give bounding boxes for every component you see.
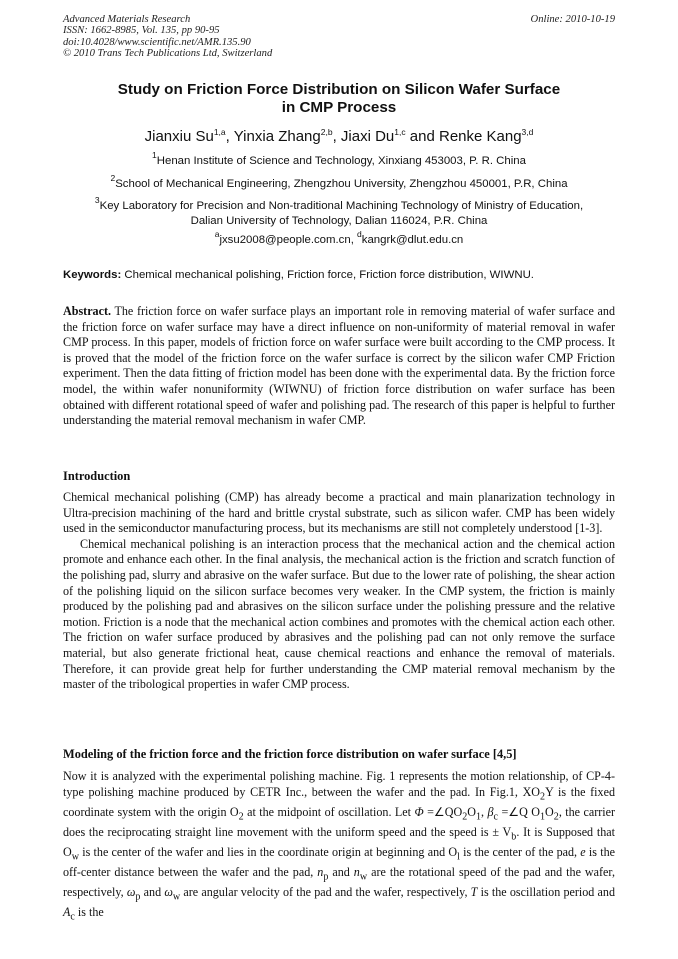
- affiliation-text: Key Laboratory for Precision and Non-traditional Machining Technology of Ministry of Education,: [99, 200, 584, 212]
- affiliation-text: School of Mechanical Engineering, Zhengzhou University, Zhengzhou 450001, P.R, China: [115, 178, 568, 190]
- affiliation-sup: 1: [152, 150, 157, 160]
- abstract-text: The friction force on wafer surface plays an important role in removing material of wafer surface and the friction force on wafer surface may have a direct influence on non-uniformity of material removal in wafer CMP process. In this paper, models of friction force on wafer surface were built according to the CMP process. It is proved that the model of the friction force on the wafer surface is correct by the silicon wafer CMP Friction experiment. Then the data fitting of friction model has been done with the experimental data. By the friction force model, the within wafer nonuniformity (WIWNU) of friction force distribution on wafer surface has been obtained with different rotational speed of wafer and polishing pad. The research of this paper is helpful to further understanding the material removal mechanism in wafer CMP.: [63, 304, 615, 428]
- title-line-2: in CMP Process: [281, 99, 397, 116]
- author-emails: [63, 229, 615, 248]
- keywords-label: Keywords:: [63, 269, 122, 281]
- email-sup: d: [357, 229, 362, 239]
- affiliation-1: [63, 150, 615, 169]
- doi: doi:10.4028/www.scientific.net/AMR.135.90: [63, 36, 251, 48]
- copyright: © 2010 Trans Tech Publications Ltd, Switzerland: [63, 48, 273, 60]
- online-date: Online: 2010-10-19: [530, 14, 615, 25]
- author-list: [63, 128, 615, 146]
- author-name: Jianxiu Su: [144, 128, 214, 145]
- author-sup: 1,a: [213, 127, 226, 137]
- author-sup: 1,c: [394, 127, 406, 137]
- author-name: Jiaxi Du: [340, 128, 395, 145]
- email-link[interactable]: kangrk@dlut.edu.cn: [361, 234, 464, 246]
- keywords: [63, 268, 615, 283]
- issn: ISSN: 1662-8985, Vol. 135, pp 90-95: [63, 25, 220, 37]
- author-sup: 2,b: [320, 127, 333, 137]
- affiliation-3: [63, 195, 615, 229]
- affiliation-text: Dalian University of Technology, Dalian 116024, P.R. China: [190, 215, 488, 227]
- keywords-text: Chemical mechanical polishing, Friction force, Friction force distribution, WIWNU.: [121, 269, 534, 281]
- affiliation-sup: 3: [94, 195, 100, 205]
- email-separator: ,: [350, 234, 358, 246]
- author-and: and: [405, 128, 439, 145]
- title-line-1: Study on Friction Force Distribution on Silicon Wafer Surface: [117, 81, 561, 98]
- author-separator: ,: [332, 128, 341, 145]
- author-separator: ,: [225, 128, 234, 145]
- affiliation-sup: 2: [110, 173, 116, 183]
- section-heading-introduction: Introduction: [63, 469, 131, 483]
- modeling-body: Now it is analyzed with the experimental polishing machine. Fig. 1 represents the motion relationship, of CP-4-type polishing machine produced by CETR Inc., between the wafer and the pad. In Fig.1, $XO_2Y$ is the fixed coordinate system with the origin $O_2$ at the midpoint of oscillation. Let $\Phi =\angle QO_2O_1$, $\beta_c$ =∠Q $O_1O_2$, the carrier does the reciprocating straight line movement with the uniform speed and the speed is ± $V_b$. It is Supposed that $O_w$ is the center of the wafer and lies in the coordinate origin at beginning and $O_l$ is the center of the pad, e is the off-center distance between the wafer and the pad, $n_p$ and $n_w$ are the rotational speed of the pad and the wafer, respectively, $\omega_p$ and $\omega_w$ are angular velocity of the pad and the wafer, respectively, T is the oscillation period and $A_c$ is the: [63, 769, 616, 922]
- paragraph: Chemical mechanical polishing (CMP) has already become a practical and main planarization technology in Ultra-precision machining of the hard and brittle crystal substrate, such as silicon wafer. CMP has been widely used in the semiconductor manufacturing process, but its mechanisms are still not completely understood [1-3].: [63, 490, 615, 536]
- abstract: [63, 304, 615, 429]
- author-name: Renke Kang: [438, 128, 522, 145]
- affiliation-2: [63, 173, 615, 192]
- journal-info: [63, 14, 272, 60]
- email-sup: a: [214, 229, 220, 239]
- paragraph: Chemical mechanical polishing is an interaction process that the mechanical action and the chemical action promote and enhance each other. In the final analysis, the mechanical action is the friction and scratch function of the polishing pad, slurry and abrasive on the wafer surface. But due to the lower rate of polishing, the shear action of the polishing liquid on the silicon surface becomes very weaker. In the CMP system, the friction is mainly produced by the polishing pad and abrasives on the silicon surface under the polishing pressure and the relative motion. Friction is a node that the mechanical action combines and promotes with the chemical action each other. The friction on wafer surface produced by abrasives and the polishing pad can not only remove the surface material, but also generate frictional heat, cause chemical reactions and enhance the removal of materials. Therefore, it can provide great help for further understanding the CMP material removal mechanism by the master of the tribological properties in wafer CMP process.: [63, 536, 615, 692]
- section-heading-modeling: Modeling of the friction force and the friction force distribution on wafer surface [4,5]: [63, 747, 517, 761]
- introduction-body: [63, 490, 615, 693]
- email-link[interactable]: jxsu2008@people.com.cn: [219, 234, 351, 246]
- journal-name: Advanced Materials Research: [63, 14, 191, 25]
- abstract-label: Abstract.: [63, 304, 112, 318]
- affiliation-text: Henan Institute of Science and Technology, Xinxiang 453003, P. R. China: [156, 155, 526, 167]
- author-sup: 3,d: [521, 127, 534, 137]
- author-name: Yinxia Zhang: [233, 128, 321, 145]
- paper-title: [63, 81, 615, 117]
